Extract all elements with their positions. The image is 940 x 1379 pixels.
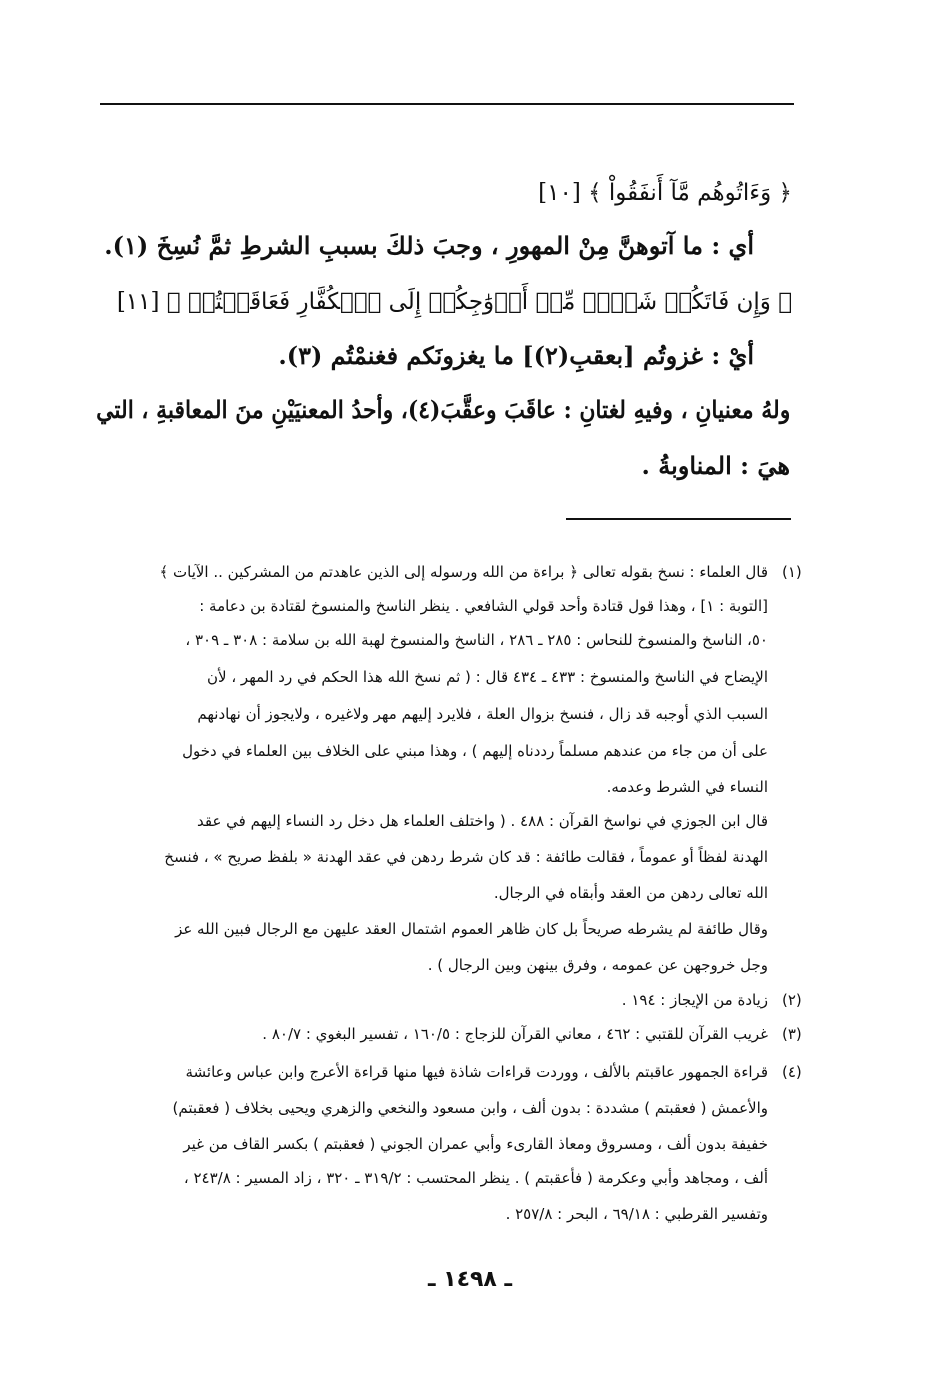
footnote-4-line: خفيفة بدون ألف ، ومسروق ومعاذ القارىء وأبي عمران الجوني ( فعقبتم ) بكسر القاف من غير <box>183 1135 768 1153</box>
verse-10: ﴿ وَءَاتُوهُم مَّآ أَنفَقُواْ ﴾ [١٠] <box>538 180 792 206</box>
footnote-4-line: والأعمش ( فعقبتم ) مشددة : بدون ألف ، وابن مسعود والنخعي والزهري ويحيى بخلاف ( فعقبتم) <box>172 1099 768 1117</box>
main-line-3: ولهُ معنيانِ ، وفيهِ لغتانِ : عاقَبَ وعقَّبَ(٤)، وأحدُ المعنيَيْنِ منَ المعاقبةِ ، التي <box>95 395 790 424</box>
footnote-4-line: وتفسير القرطبي : ٦٩/١٨ ، البحر : ٢٥٧/٨ . <box>505 1205 768 1223</box>
main-line-2: أيْ : غزوتُم [بعقبِ(٢)] ما يغزونَكم فغنمْتُم (٣). <box>278 341 754 370</box>
footnote-3-number: (٣) <box>782 1025 802 1043</box>
footnote-1-line: وقال طائفة لم يشرطه صريحاً بل كان ظاهر العموم اشتمال العقد عليهن مع الرجال فبين الله عز <box>175 920 768 938</box>
main-line-4: هيَ : المناوبةُ . <box>641 451 790 480</box>
footnote-1-line: الله تعالى ردهن من العقد وأبقاه في الرجال. <box>493 884 768 902</box>
footnote-2-text: زيادة من الإيجاز : ١٩٤ . <box>621 991 768 1009</box>
footnote-1-line: وجل خروجهن عن عمومه ، وفرق بينهن وبين الرجال ) . <box>427 956 768 974</box>
footnote-4-line: قراءة الجمهور عاقبتم بالألف ، ووردت قراءات شاذة فيها منها قراءة الأعرج وابن عباس وعائشة <box>185 1063 768 1081</box>
footnote-4-number: (٤) <box>782 1063 802 1081</box>
footnote-1-line: الهدنة لفظاً أو عموماً ، فقالت طائفة : قد كان شرط ردهن في عقد الهدنة « بلفظ صريح » ، فنسخ <box>164 848 768 866</box>
footnote-4-line: ألف ، ومجاهد وأبي وعكرمة ( فأعقبتم ) . ينظر المحتسب : ٣١٩/٢ ـ ٣٢٠ ، زاد المسير : ٢٤٣/٨ ، <box>183 1169 768 1187</box>
footnote-separator <box>566 518 791 520</box>
main-line-1: أي : ما آتوهنَّ مِنْ المهورِ ، وجبَ ذلكَ بسببِ الشرطِ ثمَّ نُسِخَ (١). <box>104 231 754 260</box>
footnote-1-line: [التوبة : ١] ، وهذا قول قتادة وأحد قولي الشافعي . ينظر الناسخ والمنسوخ لقتادة بن دعامة : <box>199 597 768 615</box>
footnote-1-number: (١) <box>782 563 802 581</box>
footnote-3-text: غريب القرآن للقتبي : ٤٦٢ ، معاني القرآن للزجاج : ١٦٠/٥ ، تفسير البغوي : ٨٠/٧ . <box>262 1025 768 1043</box>
footnote-1-line: قال العلماء : نسخ بقوله تعالى ﴿ براءة من الله ورسوله إلى الذين عاهدتم من المشركين .. الآيات ﴾ <box>159 563 768 581</box>
footnote-1-line: الإيضاح في الناسخ والمنسوخ : ٤٣٣ ـ ٤٣٤ قال : ( ثم نسخ الله هذا الحكم في رد المهر ، لأن <box>206 668 768 686</box>
footnote-2-number: (٢) <box>782 991 802 1009</box>
footnote-1-line: النساء في الشرط وعدمه. <box>606 778 768 796</box>
footnote-1-line: على أن من جاء من عندهم مسلماً رددناه إليهم ) ، وهذا مبني على الخلاف بين العلماء في دخول <box>182 742 768 760</box>
footnote-1-line: قال ابن الجوزي في نواسخ القرآن : ٤٨٨ . ( واختلف العلماء هل دخل رد النساء إليهم في عقد <box>197 812 768 830</box>
header-rule <box>100 103 794 105</box>
page-number: ـ ١٤٩٨ ـ <box>427 1267 513 1292</box>
footnote-1-line: ٥٠، الناسخ والمنسوخ للنحاس : ٢٨٥ ـ ٢٨٦ ، الناسخ والمنسوخ لهبة الله بن سلامة : ٣٠٨ ـ ٣٠٩ ، <box>185 631 768 649</box>
footnote-1-line: السبب الذي أوجبه قد زال ، فنسخ بزوال العلة ، فلايرد إليهم مهر ولاغيره ، ولايجوز أن نهادنهم <box>197 705 768 723</box>
verse-11: ﴿ وَإِن فَاتَكُمۡ شَيۡءٞ مِّنۡ أَزۡوَٰجِكُمۡ إِلَى ٱلۡكُفَّارِ فَعَاقَبۡتُمۡ ﴾ [١١] <box>116 289 792 315</box>
